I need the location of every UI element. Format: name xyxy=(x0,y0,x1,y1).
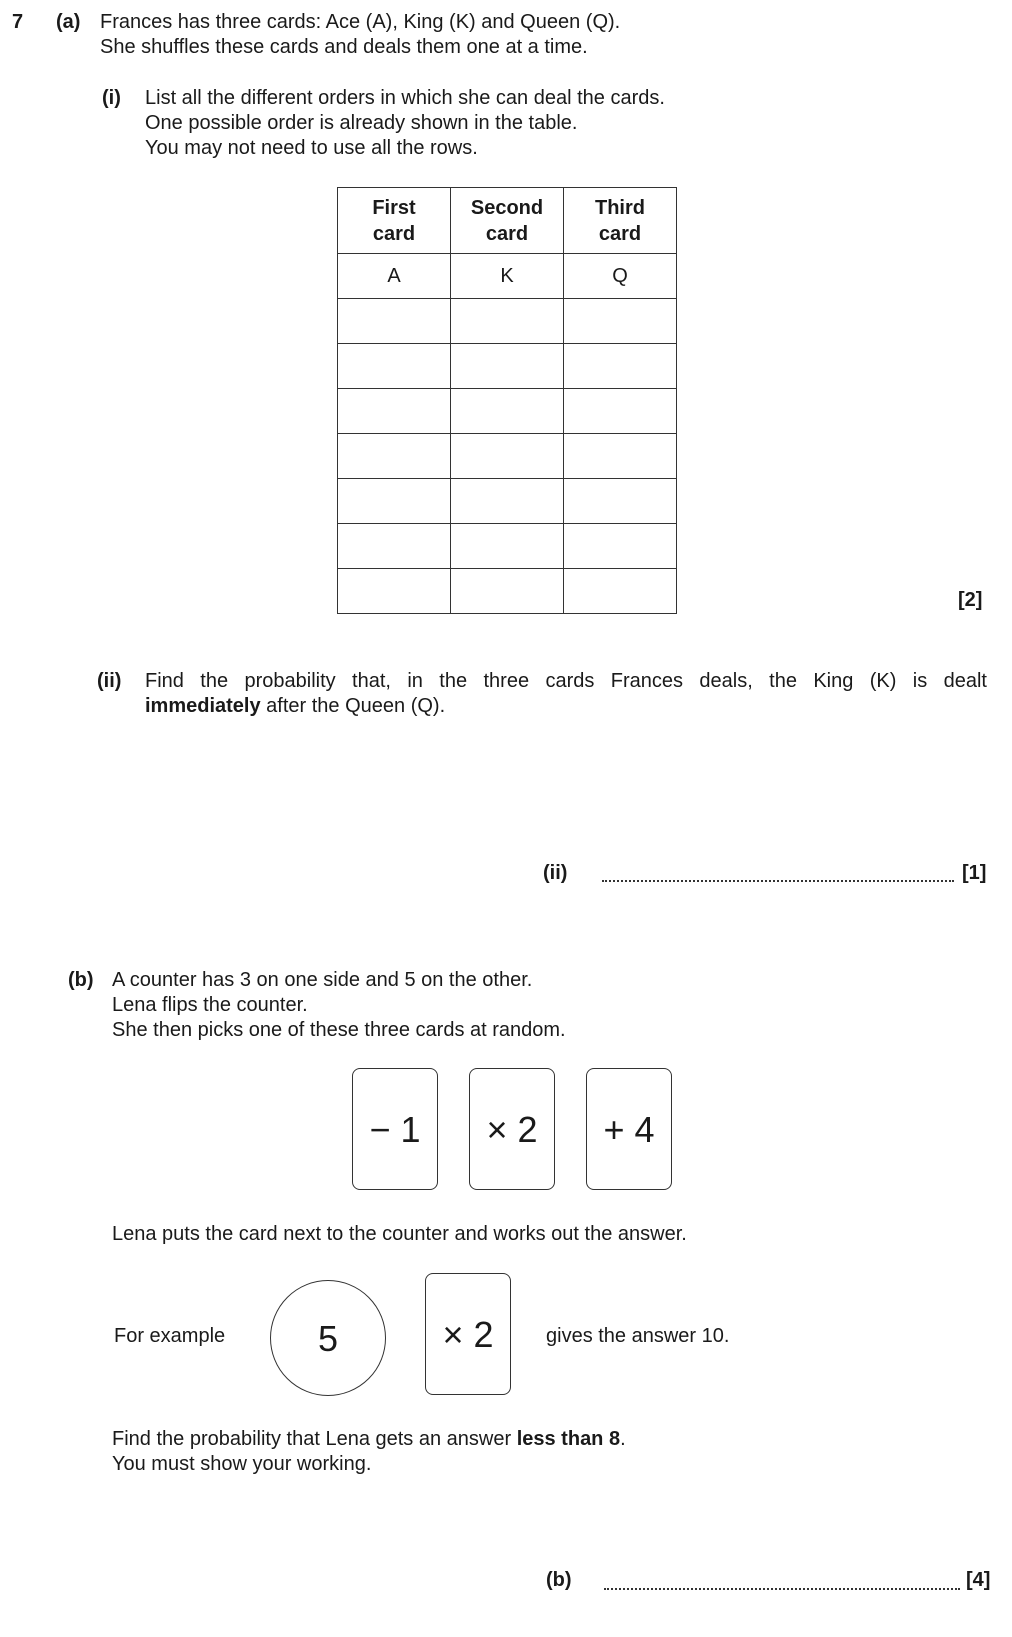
sub-i-line-1: List all the different orders in which she can deal the cards. xyxy=(145,87,665,109)
table-cell[interactable] xyxy=(564,569,677,614)
sub-ii-line-2-rest: after the Queen (Q). xyxy=(260,695,446,717)
part-b-find-line xyxy=(112,1427,626,1452)
table-cell: K xyxy=(451,254,564,299)
sub-ii-line-2 xyxy=(145,694,445,719)
table-cell[interactable] xyxy=(338,569,451,614)
table-cell[interactable] xyxy=(451,434,564,479)
part-b-answer-line[interactable] xyxy=(604,1588,960,1590)
table-cell: Q xyxy=(564,254,677,299)
sub-i-label: (i) xyxy=(102,87,121,109)
table-row xyxy=(338,299,677,344)
sub-ii-answer-line[interactable] xyxy=(602,880,954,882)
table-row xyxy=(338,569,677,614)
question-number: 7 xyxy=(12,11,24,33)
part-b-working-line: You must show your working. xyxy=(112,1453,372,1475)
part-a-intro-line-2: She shuffles these cards and deals them one at a time. xyxy=(100,36,588,58)
example-label: For example xyxy=(114,1325,226,1347)
table-cell[interactable] xyxy=(451,389,564,434)
sub-ii-answer-label: (ii) xyxy=(543,862,568,884)
table-cell[interactable] xyxy=(451,524,564,569)
emphasis-less-than-8: less than 8 xyxy=(516,1428,621,1450)
part-b-intro-line-1: A counter has 3 on one side and 5 on the other. xyxy=(112,969,533,991)
table-cell[interactable] xyxy=(338,344,451,389)
card-minus-1: − 1 xyxy=(352,1068,438,1190)
table-cell[interactable] xyxy=(564,434,677,479)
card-orders-table xyxy=(337,187,677,614)
header-third-card: Third card xyxy=(564,188,677,254)
part-a-intro-line-1: Frances has three cards: Ace (A), King (K) and Queen (Q). xyxy=(100,11,621,33)
table-row xyxy=(338,344,677,389)
table-cell[interactable] xyxy=(564,524,677,569)
part-b-label: (b) xyxy=(68,969,94,991)
table-cell[interactable] xyxy=(564,479,677,524)
table-row xyxy=(338,479,677,524)
table-cell[interactable] xyxy=(564,299,677,344)
find-prefix: Find the probability that Lena gets an answer xyxy=(112,1428,517,1450)
part-b-answer-label: (b) xyxy=(546,1569,572,1591)
table-cell[interactable] xyxy=(338,479,451,524)
sub-i-line-2: One possible order is already shown in the table. xyxy=(145,112,578,134)
part-a-label: (a) xyxy=(56,11,81,33)
example-counter: 5 xyxy=(270,1280,386,1396)
table-cell[interactable] xyxy=(564,344,677,389)
example-result: gives the answer 10. xyxy=(546,1325,730,1347)
table-cell: A xyxy=(338,254,451,299)
table-cell[interactable] xyxy=(451,299,564,344)
example-card-times-2: × 2 xyxy=(425,1273,511,1395)
part-b-puts-line: Lena puts the card next to the counter and works out the answer. xyxy=(112,1223,687,1245)
table-cell[interactable] xyxy=(564,389,677,434)
part-b-intro-line-2: Lena flips the counter. xyxy=(112,994,308,1016)
part-b-marks: [4] xyxy=(966,1569,991,1591)
table-cell[interactable] xyxy=(338,434,451,479)
table-cell[interactable] xyxy=(451,344,564,389)
sub-ii-line-1: Find the probability that, in the three cards Frances deals, the King (K) is dealt xyxy=(145,670,987,692)
part-b-intro-line-3: She then picks one of these three cards at random. xyxy=(112,1019,566,1041)
sub-i-marks: [2] xyxy=(958,589,983,611)
table-row xyxy=(338,434,677,479)
table-cell[interactable] xyxy=(451,569,564,614)
find-suffix: . xyxy=(620,1428,626,1450)
emphasis-immediately: immediately xyxy=(145,695,261,717)
table-row xyxy=(338,524,677,569)
table-cell[interactable] xyxy=(451,479,564,524)
header-first-card: First card xyxy=(338,188,451,254)
sub-i-line-3: You may not need to use all the rows. xyxy=(145,137,478,159)
table-cell[interactable] xyxy=(338,299,451,344)
sub-ii-label: (ii) xyxy=(97,670,122,692)
table-cell[interactable] xyxy=(338,524,451,569)
header-second-card: Second card xyxy=(451,188,564,254)
table-cell[interactable] xyxy=(338,389,451,434)
card-times-2: × 2 xyxy=(469,1068,555,1190)
table-row xyxy=(338,254,677,299)
card-plus-4: + 4 xyxy=(586,1068,672,1190)
sub-ii-marks: [1] xyxy=(962,862,987,884)
table-row xyxy=(338,389,677,434)
